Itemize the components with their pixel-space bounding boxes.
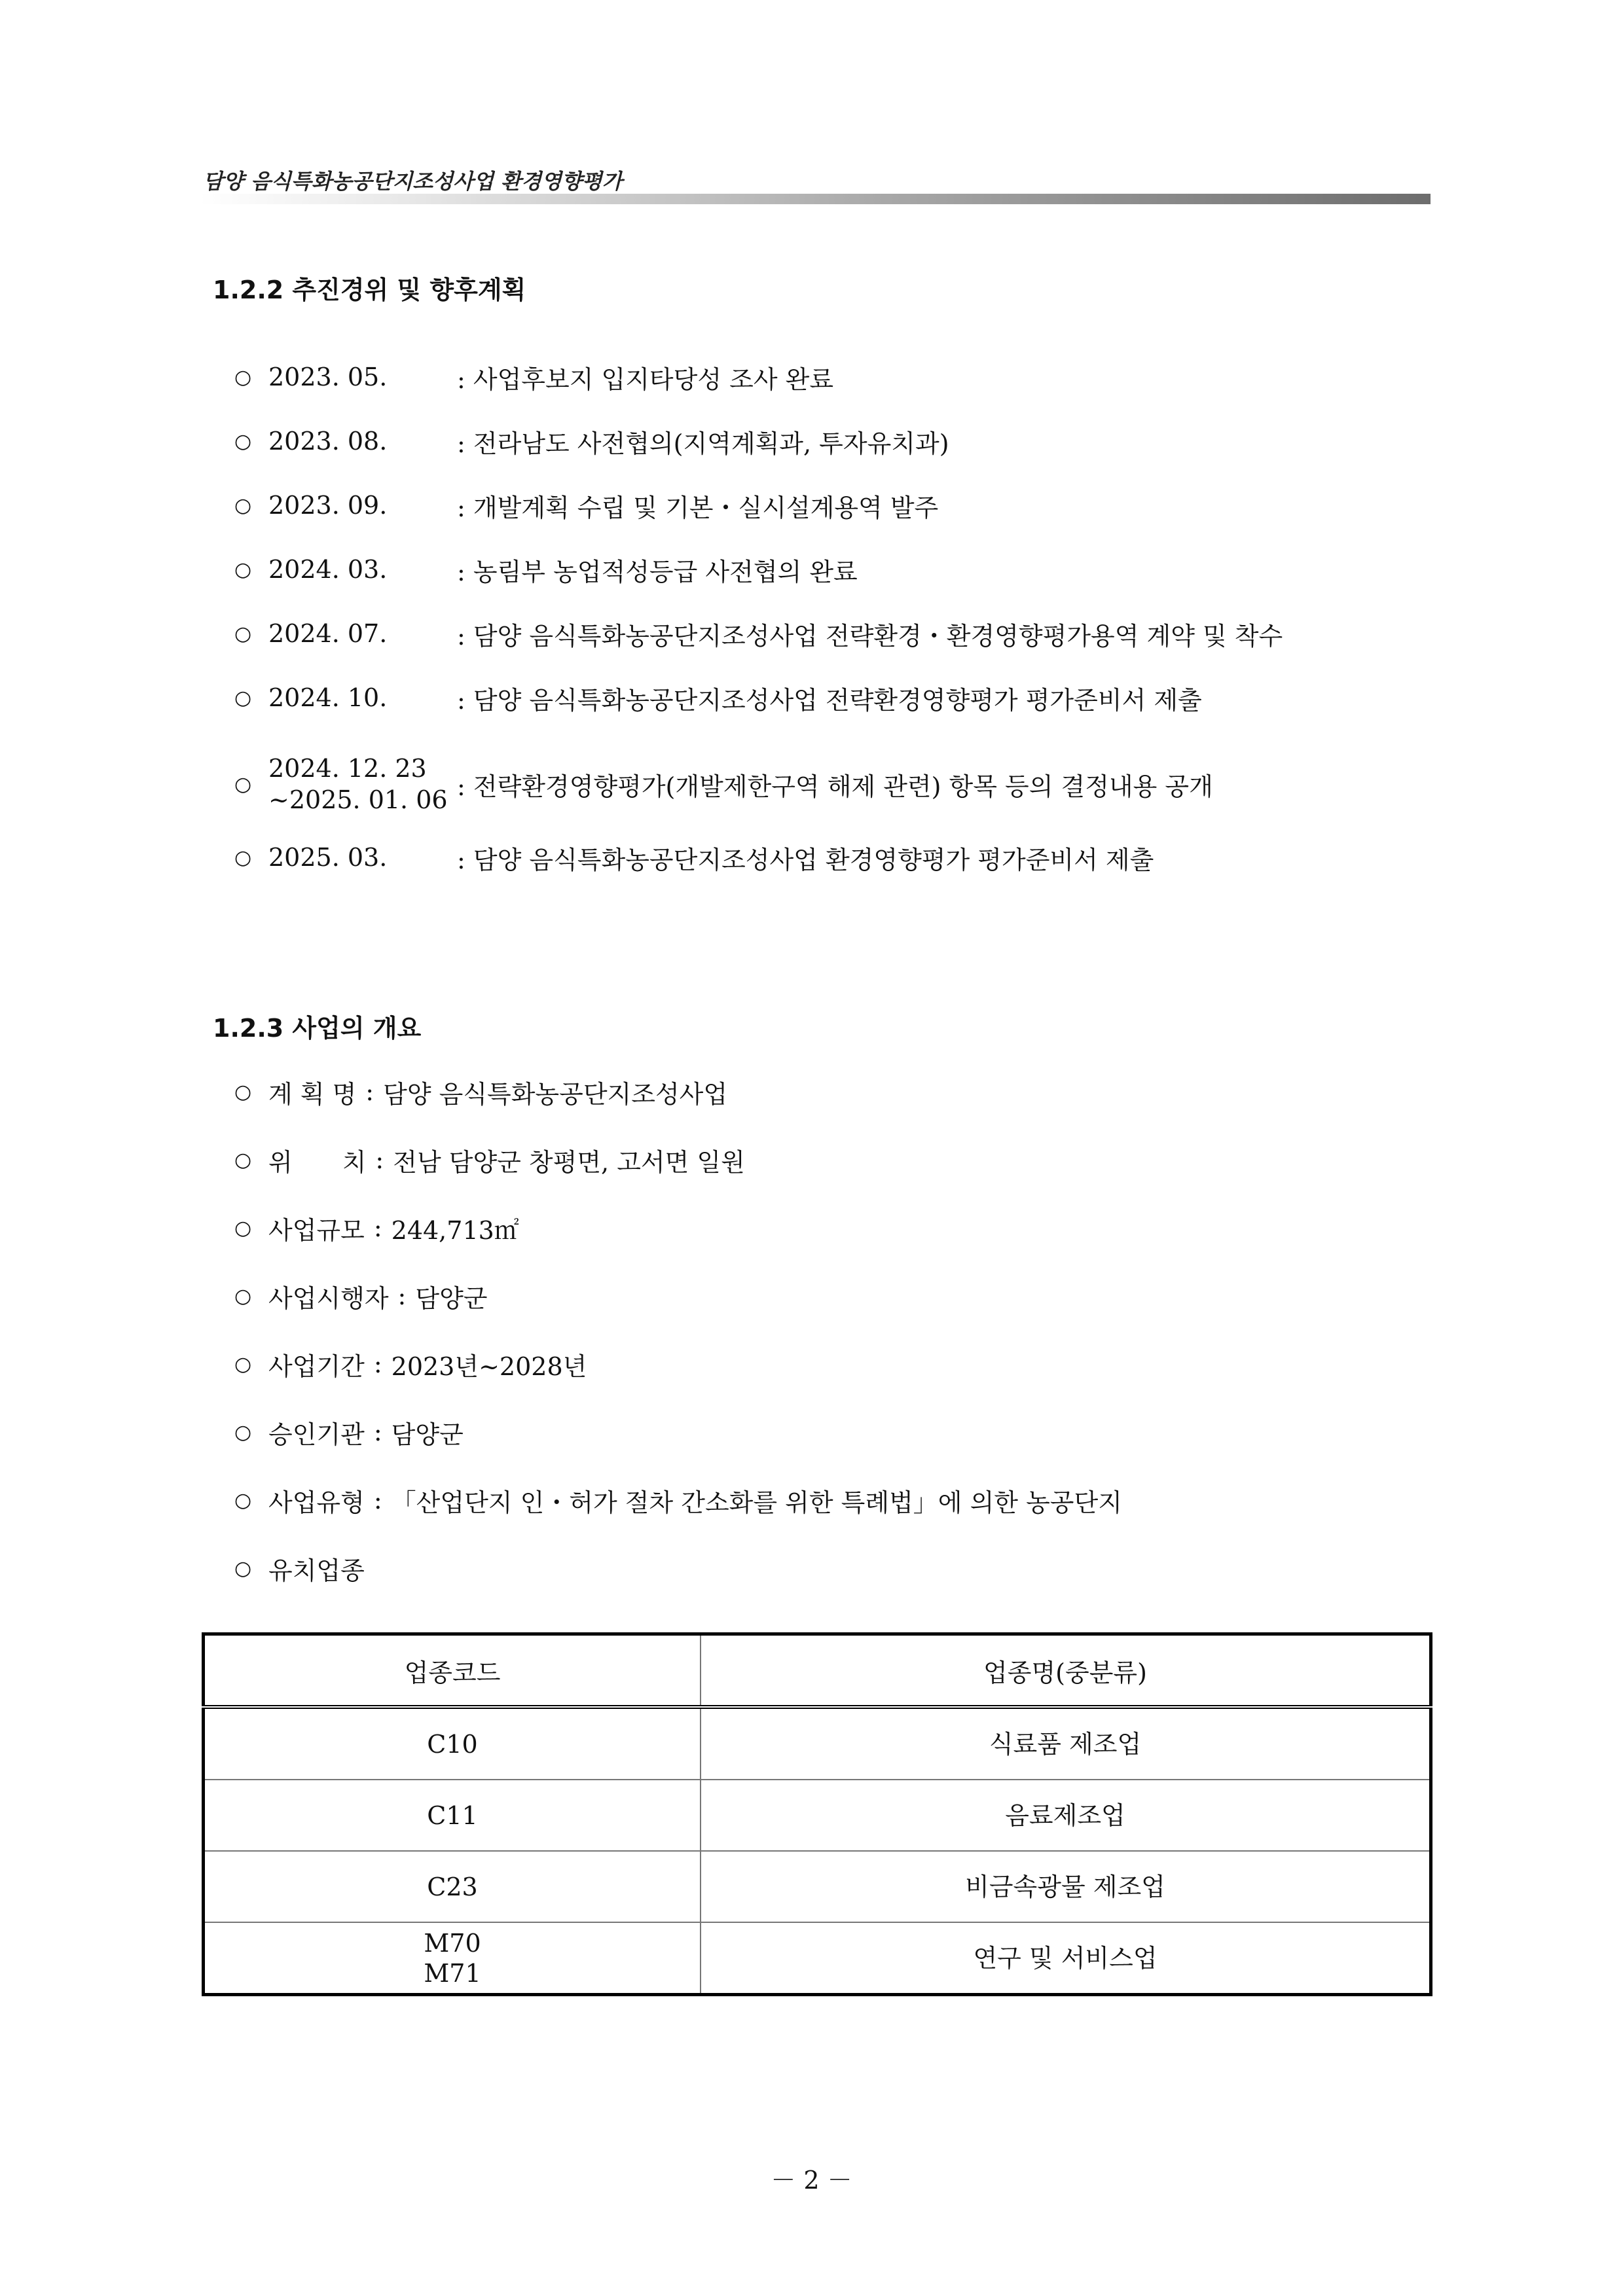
history-date: 2023. 09.	[268, 491, 388, 520]
bullet-circle-icon: ○	[234, 558, 252, 581]
overview-item-location	[234, 1140, 745, 1179]
overview-label: 승인기관	[268, 1420, 365, 1449]
overview-label: 위 치	[268, 1147, 367, 1177]
bullet-circle-icon: ○	[234, 1080, 252, 1103]
history-description: : 개발계획 수립 및 기본・실시설계용역 발주	[457, 493, 939, 522]
overview-item-period	[234, 1344, 587, 1384]
bullet-circle-icon: ○	[234, 365, 252, 389]
industry-name: 비금속광물 제조업	[701, 1851, 1431, 1922]
bullet-circle-icon: ○	[234, 429, 252, 453]
header-rule	[200, 194, 1431, 204]
overview-separator: :	[375, 1145, 384, 1174]
overview-label: 사업시행자	[268, 1283, 389, 1313]
history-description: : 전라남도 사전협의(지역계획과, 투자유치과)	[457, 429, 949, 458]
industry-code: C23	[204, 1851, 701, 1922]
overview-separator: :	[373, 1350, 382, 1378]
history-item	[234, 357, 833, 397]
section-heading-history: 1.2.2 추진경위 및 향후계획	[213, 276, 526, 304]
history-description: : 담양 음식특화농공단지조성사업 전략환경・환경영향평가용역 계약 및 착수	[457, 621, 1283, 651]
bullet-circle-icon: ○	[234, 1420, 252, 1444]
bullet-circle-icon: ○	[234, 1488, 252, 1512]
overview-label: 사업유형	[268, 1488, 365, 1517]
history-description: : 농림부 농업적성등급 사전협의 완료	[457, 557, 858, 586]
overview-value: 244,713㎡	[391, 1215, 519, 1245]
overview-value: 담양군	[415, 1283, 488, 1313]
history-item	[234, 614, 1283, 653]
history-date: 2023. 08.	[268, 427, 388, 456]
table-header-row	[204, 1634, 1431, 1708]
bullet-circle-icon: ○	[234, 686, 252, 709]
history-item	[234, 422, 949, 461]
industry-name: 식료품 제조업	[701, 1707, 1431, 1780]
industry-code: C11	[204, 1780, 701, 1851]
history-item	[234, 550, 858, 589]
bullet-circle-icon: ○	[234, 1216, 252, 1240]
history-date-range	[268, 753, 457, 816]
history-date: 2024. 10.	[268, 683, 388, 712]
page-number: － 2 －	[771, 2166, 852, 2195]
overview-value: 담양 음식특화농공단지조성사업	[383, 1079, 728, 1109]
table-row	[204, 1922, 1431, 1995]
history-date: 2023. 05.	[268, 363, 388, 391]
table-row	[204, 1780, 1431, 1851]
history-description: : 담양 음식특화농공단지조성사업 전략환경영향평가 평가준비서 제출	[457, 685, 1202, 715]
overview-item-industries	[234, 1549, 365, 1588]
header-industry-code: 업종코드	[204, 1634, 701, 1708]
history-item	[234, 486, 938, 525]
industry-name: 음료제조업	[701, 1780, 1431, 1851]
industry-code: C10	[204, 1707, 701, 1780]
industry-code-secondary: M71	[424, 1958, 481, 1988]
overview-item-type	[234, 1480, 1122, 1520]
history-date: 2025. 03.	[268, 843, 388, 872]
overview-separator: :	[373, 1486, 382, 1515]
header-industry-name: 업종명(중분류)	[701, 1634, 1431, 1708]
history-item	[234, 751, 1213, 817]
history-item	[234, 678, 1202, 717]
bullet-circle-icon: ○	[234, 1284, 252, 1308]
bullet-circle-icon: ○	[234, 493, 252, 517]
industry-code: M70	[424, 1928, 481, 1958]
bullet-circle-icon: ○	[234, 622, 252, 645]
history-date: 2024. 07.	[268, 619, 388, 648]
bullet-circle-icon: ○	[234, 1148, 252, 1172]
overview-label: 유치업종	[268, 1556, 365, 1585]
bullet-circle-icon: ○	[234, 772, 252, 796]
overview-value: 담양군	[391, 1420, 464, 1449]
overview-separator: :	[373, 1418, 382, 1446]
bullet-circle-icon: ○	[234, 846, 252, 869]
overview-value: 전남 담양군 창평면, 고서면 일원	[393, 1147, 745, 1177]
bullet-circle-icon: ○	[234, 1556, 252, 1580]
overview-item-approval	[234, 1412, 464, 1452]
overview-separator: :	[397, 1282, 407, 1310]
overview-label: 사업규모	[268, 1215, 365, 1245]
overview-separator: :	[365, 1077, 374, 1106]
overview-item-executor	[234, 1276, 487, 1316]
history-date: 2024. 03.	[268, 555, 388, 584]
overview-value: 「산업단지 인・허가 절차 간소화를 위한 특례법」에 의한 농공단지	[391, 1488, 1122, 1517]
overview-value: 2023년~2028년	[391, 1352, 587, 1381]
overview-label: 사업기간	[268, 1352, 365, 1381]
overview-item-plan-name	[234, 1072, 727, 1111]
overview-item-scale	[234, 1208, 519, 1247]
bullet-circle-icon: ○	[234, 1352, 252, 1376]
history-description: : 전략환경영향평가(개발제한구역 해제 관련) 항목 등의 결정내용 공개	[457, 772, 1213, 801]
industry-table	[202, 1632, 1432, 1996]
history-item	[234, 838, 1154, 877]
document-header-title: 담양 음식특화농공단지조성사업 환경영향평가	[203, 169, 623, 194]
history-date-start: 2024. 12. 23	[268, 754, 427, 783]
table-row	[204, 1707, 1431, 1780]
history-description: : 사업후보지 입지타당성 조사 완료	[457, 365, 834, 394]
history-date-end: ~2025. 01. 06	[268, 785, 448, 814]
industry-name: 연구 및 서비스업	[701, 1922, 1431, 1995]
overview-separator: :	[373, 1213, 382, 1242]
overview-label: 계 획 명	[268, 1079, 357, 1109]
section-heading-overview: 1.2.3 사업의 개요	[213, 1014, 422, 1043]
table-row	[204, 1851, 1431, 1922]
history-description: : 담양 음식특화농공단지조성사업 환경영향평가 평가준비서 제출	[457, 845, 1154, 874]
industry-code-pair	[204, 1922, 701, 1995]
